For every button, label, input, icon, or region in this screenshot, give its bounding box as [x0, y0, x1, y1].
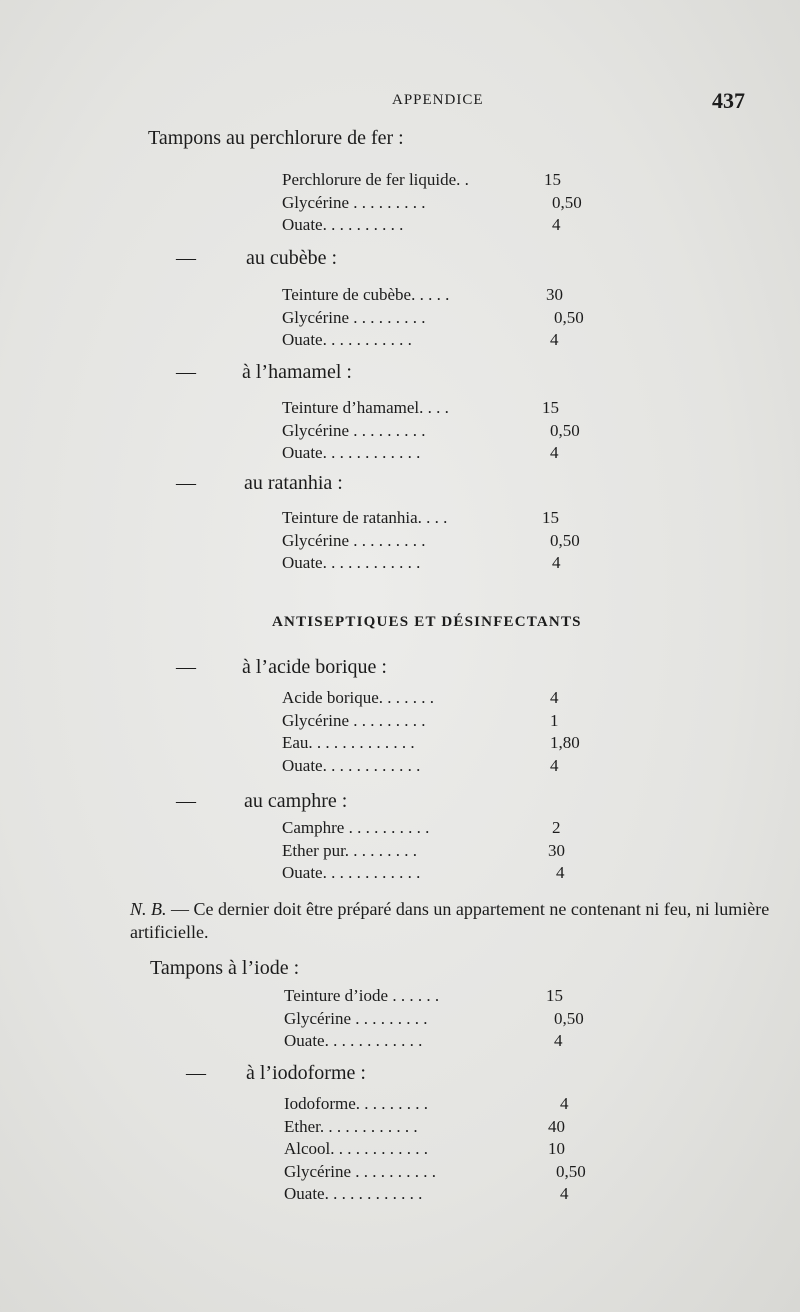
- ingredient-quantity: 4: [550, 688, 559, 707]
- ingredient-name: Ouate. . . . . . . . . . . .: [282, 863, 421, 882]
- ingredient-quantity: 4: [550, 755, 559, 775]
- recipe-hamamel: [282, 398, 582, 466]
- ingredient-quantity: 1,80: [550, 733, 580, 752]
- recipe-row: [282, 733, 582, 756]
- recipe-row: [282, 421, 582, 444]
- recipe-row: [282, 193, 582, 216]
- em-dash: —: [176, 472, 196, 494]
- ingredient-name: Ether pur. . . . . . . . .: [282, 840, 418, 860]
- note-paragraph: [130, 898, 770, 944]
- ingredient-quantity: 4: [552, 215, 561, 234]
- ingredient-quantity: 0,50: [550, 420, 580, 440]
- recipe-ratanhia: [282, 508, 582, 576]
- ingredient-name: Alcool. . . . . . . . . . . .: [284, 1139, 429, 1158]
- running-head: APPENDICE: [392, 92, 484, 108]
- ingredient-quantity: 4: [560, 1094, 569, 1113]
- recipe-row: [282, 756, 582, 779]
- recipe-row: [282, 398, 582, 421]
- ingredient-quantity: 4: [560, 1184, 569, 1203]
- ingredient-quantity: 40: [548, 1116, 565, 1136]
- ingredient-name: Ouate. . . . . . . . . . . .: [284, 1031, 423, 1050]
- recipe-row: [284, 1162, 584, 1185]
- ingredient-name: Teinture de ratanhia. . . .: [282, 508, 448, 527]
- ingredient-name: Ether. . . . . . . . . . . .: [284, 1116, 418, 1136]
- ingredient-name: Glycérine . . . . . . . . .: [282, 420, 426, 440]
- recipe-row: [282, 688, 582, 711]
- ingredient-quantity: 0,50: [554, 1008, 584, 1028]
- ingredient-name: Ouate. . . . . . . . . . . .: [282, 553, 421, 572]
- recipe-row: [282, 170, 582, 193]
- ingredient-name: Ouate. . . . . . . . . . . .: [282, 755, 421, 775]
- ingredient-name: Glycérine . . . . . . . . .: [282, 710, 426, 730]
- recipe-camphre: [282, 818, 582, 886]
- recipe-row: [284, 1094, 584, 1117]
- recipe-borique: [282, 688, 582, 778]
- ingredient-quantity: 15: [544, 170, 561, 189]
- ingredient-name: Glycérine . . . . . . . . .: [284, 1008, 428, 1028]
- recipe-row: [284, 1184, 584, 1207]
- ingredient-quantity: 4: [550, 330, 559, 349]
- recipe-row: [282, 285, 582, 308]
- recipe-row: [282, 330, 582, 353]
- ingredient-quantity: 30: [548, 840, 565, 860]
- recipe-row: [282, 553, 582, 576]
- recipe-perchlorure: [282, 170, 582, 238]
- recipe-row: [284, 1139, 584, 1162]
- ingredient-name: Eau. . . . . . . . . . . . .: [282, 733, 415, 752]
- page-header: [0, 88, 800, 118]
- ingredient-name: Acide borique. . . . . . .: [282, 688, 435, 707]
- em-dash: —: [176, 656, 196, 678]
- ingredient-quantity: 0,50: [550, 530, 580, 550]
- ingredient-name: Camphre . . . . . . . . . .: [282, 818, 430, 837]
- recipe-row: [282, 215, 582, 238]
- ingredient-quantity: 0,50: [552, 192, 582, 212]
- ingredient-name: Teinture d’iode . . . . . .: [284, 986, 440, 1005]
- recipe-row: [282, 841, 582, 864]
- section-heading-iode: Tampons à l’iode :: [150, 957, 300, 979]
- ingredient-name: Glycérine . . . . . . . . .: [282, 307, 426, 327]
- ingredient-name: Teinture de cubèbe. . . . .: [282, 285, 450, 304]
- recipe-row: [282, 818, 582, 841]
- ingredient-quantity: 1: [550, 710, 559, 730]
- recipe-row: [282, 863, 582, 886]
- recipe-row: [284, 986, 584, 1009]
- subsection-label: au ratanhia :: [244, 472, 343, 494]
- ingredient-name: Iodoforme. . . . . . . . .: [284, 1094, 429, 1113]
- recipe-row: [282, 308, 582, 331]
- em-dash: —: [176, 361, 196, 383]
- ingredient-name: Ouate. . . . . . . . . . . .: [284, 1184, 423, 1203]
- ingredient-quantity: 15: [546, 986, 563, 1005]
- subsection-label: à l’acide borique :: [242, 656, 387, 678]
- ingredient-quantity: 0,50: [554, 307, 584, 327]
- ingredient-name: Ouate. . . . . . . . . .: [282, 215, 404, 234]
- section-heading-perchlorure: Tampons au perchlorure de fer :: [148, 127, 404, 149]
- ingredient-name: Teinture d’hamamel. . . .: [282, 398, 449, 417]
- recipe-row: [282, 443, 582, 466]
- ingredient-quantity: 15: [542, 398, 559, 417]
- em-dash: —: [176, 790, 196, 812]
- category-subheading: ANTISEPTIQUES ET DÉSINFECTANTS: [272, 614, 582, 630]
- ingredient-quantity: 10: [548, 1139, 565, 1158]
- ingredient-quantity: 4: [556, 863, 565, 882]
- recipe-iode: [284, 986, 584, 1054]
- em-dash: —: [186, 1062, 206, 1084]
- ingredient-name: Glycérine . . . . . . . . . .: [284, 1161, 437, 1181]
- ingredient-quantity: 0,50: [556, 1161, 586, 1181]
- recipe-row: [282, 711, 582, 734]
- ingredient-name: Ouate. . . . . . . . . . . .: [282, 443, 421, 462]
- recipe-row: [282, 531, 582, 554]
- ingredient-quantity: 4: [550, 443, 559, 462]
- subsection-label: au cubèbe :: [246, 247, 338, 269]
- note-text: — Ce dernier doit être préparé dans un appartement ne contenant ni feu, ni lumière artificielle.: [130, 899, 770, 942]
- ingredient-quantity: 30: [546, 285, 563, 304]
- recipe-row: [284, 1117, 584, 1140]
- ingredient-quantity: 4: [552, 553, 561, 572]
- ingredient-quantity: 15: [542, 508, 559, 527]
- subsection-label: à l’iodoforme :: [246, 1062, 366, 1084]
- em-dash: —: [176, 247, 196, 269]
- recipe-row: [284, 1031, 584, 1054]
- recipe-row: [282, 508, 582, 531]
- ingredient-name: Perchlorure de fer liquide. .: [282, 170, 469, 189]
- subsection-label: à l’hamamel :: [242, 361, 352, 383]
- page-number: 437: [712, 88, 745, 113]
- recipe-iodoforme: [284, 1094, 584, 1207]
- ingredient-name: Glycérine . . . . . . . . .: [282, 530, 426, 550]
- nb-label: N. B.: [130, 899, 167, 919]
- ingredient-name: Glycérine . . . . . . . . .: [282, 192, 426, 212]
- ingredient-quantity: 4: [554, 1031, 563, 1050]
- subsection-label: au camphre :: [244, 790, 348, 812]
- ingredient-name: Ouate. . . . . . . . . . .: [282, 330, 412, 349]
- recipe-cubebe: [282, 285, 582, 353]
- ingredient-quantity: 2: [552, 818, 561, 837]
- recipe-row: [284, 1009, 584, 1032]
